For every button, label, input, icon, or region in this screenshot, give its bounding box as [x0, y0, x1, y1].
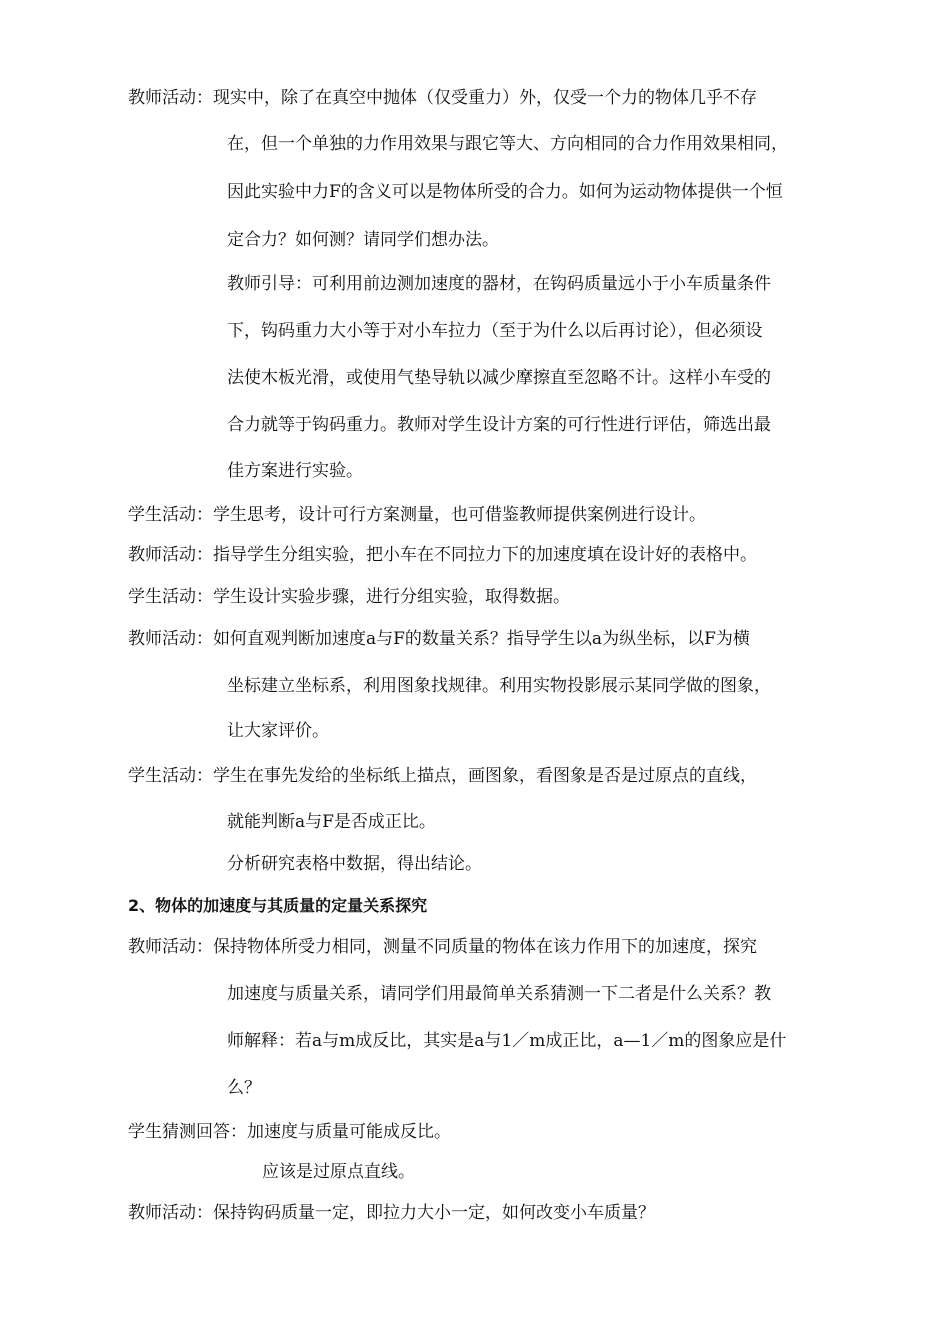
text-line: 师解释：若a与m成反比，其实是a与1／m成正比，a—1／m的图象应是什	[227, 1031, 787, 1051]
section-heading: 2、物体的加速度与其质量的定量关系探究	[128, 896, 428, 915]
text-line: 合力就等于钩码重力。教师对学生设计方案的可行性进行评估，筛选出最	[227, 415, 771, 435]
text-line: 下，钩码重力大小等于对小车拉力（至于为什么以后再讨论），但必须设	[227, 321, 763, 341]
text-line: 应该是过原点直线。	[262, 1162, 415, 1182]
text-line: 教师活动：保持物体所受力相同，测量不同质量的物体在该力作用下的加速度，探究	[128, 937, 757, 957]
text-line: 在，但一个单独的力作用效果与跟它等大、方向相同的合力作用效果相同，	[227, 134, 788, 154]
text-line: 加速度与质量关系，请同学们用最简单关系猜测一下二者是什么关系？教	[227, 984, 771, 1004]
text-line: 因此实验中力F的含义可以是物体所受的合力。如何为运动物体提供一个恒	[227, 182, 783, 202]
text-line: 学生活动：学生在事先发给的坐标纸上描点，画图象，看图象是否是过原点的直线，	[128, 766, 757, 786]
text-line: 法使木板光滑，或使用气垫导轨以减少摩擦直至忽略不计。这样小车受的	[227, 368, 771, 388]
text-line: 教师活动：保持钩码质量一定，即拉力大小一定，如何改变小车质量？	[128, 1203, 655, 1223]
text-line: 定合力？如何测？请同学们想办法。	[227, 230, 499, 250]
text-line: 么？	[227, 1078, 261, 1098]
text-line: 佳方案进行实验。	[227, 461, 363, 481]
text-line: 学生活动：学生思考，设计可行方案测量，也可借鉴教师提供案例进行设计。	[128, 505, 706, 525]
text-line: 教师引导：可利用前边测加速度的器材，在钩码质量远小于小车质量条件	[227, 274, 771, 294]
text-line: 教师活动：如何直观判断加速度a与F的数量关系？指导学生以a为纵坐标，以F为横	[128, 629, 750, 649]
text-line: 坐标建立坐标系，利用图象找规律。利用实物投影展示某同学做的图象，	[227, 676, 771, 696]
text-line: 让大家评价。	[227, 721, 329, 741]
text-line: 学生猜测回答：加速度与质量可能成反比。	[128, 1122, 451, 1142]
text-line: 就能判断a与F是否成正比。	[227, 812, 436, 832]
text-line: 教师活动：现实中，除了在真空中抛体（仅受重力）外，仅受一个力的物体几乎不存	[128, 88, 757, 108]
text-line: 分析研究表格中数据，得出结论。	[227, 854, 482, 874]
text-line: 教师活动：指导学生分组实验，把小车在不同拉力下的加速度填在设计好的表格中。	[128, 545, 757, 565]
text-line: 学生活动：学生设计实验步骤，进行分组实验，取得数据。	[128, 587, 570, 607]
